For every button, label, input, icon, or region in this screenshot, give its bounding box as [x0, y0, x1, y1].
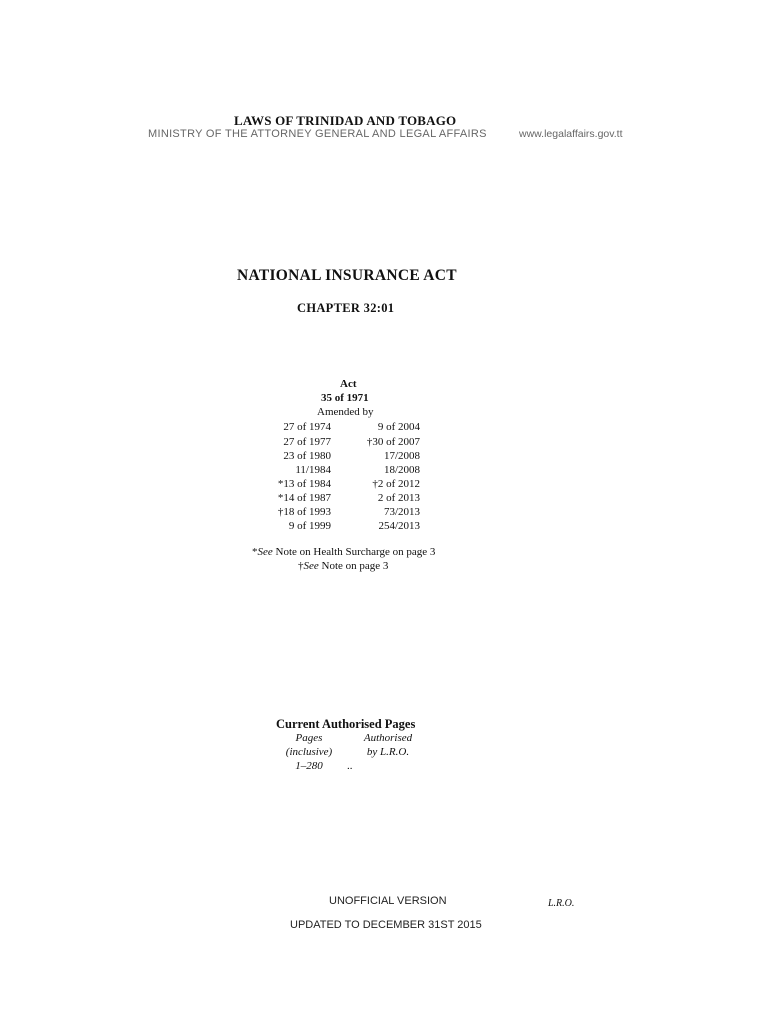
- amendment-row: [250, 492, 420, 506]
- authorised-pages-row: [270, 760, 430, 774]
- amendment-left: 27 of 1974: [283, 421, 331, 433]
- act-number: 35 of 1971: [321, 392, 369, 404]
- amended-by-label: Amended by: [317, 406, 374, 418]
- header-url: www.legalaffairs.gov.tt: [519, 128, 623, 140]
- amendment-left: †18 of 1993: [277, 506, 331, 518]
- amendment-right: 9 of 2004: [377, 421, 420, 433]
- amendment-left: 11/1984: [295, 464, 331, 476]
- note-see: See: [257, 546, 273, 558]
- note-text: Note on Health Surcharge on page 3: [272, 546, 436, 558]
- authorised-pages-header-row: [270, 746, 430, 760]
- note-text: Note on page 3: [318, 560, 389, 572]
- amendment-row: [250, 464, 420, 478]
- note-marker: *: [252, 546, 258, 558]
- amendment-right: 73/2013: [383, 506, 420, 518]
- header-title: LAWS OF TRINIDAD AND TOBAGO: [234, 113, 457, 128]
- by-lro-header: by L.R.O.: [366, 746, 410, 758]
- header-ministry: MINISTRY OF THE ATTORNEY GENERAL AND LEGAL AFFAIRS: [148, 128, 487, 140]
- authorised-by-value: ..: [347, 760, 353, 772]
- act-title: NATIONAL INSURANCE ACT: [237, 267, 457, 284]
- unofficial-version-label: UNOFFICIAL VERSION: [329, 895, 447, 907]
- amendment-row: [250, 450, 420, 464]
- inclusive-header: (inclusive): [285, 746, 333, 758]
- amendment-row: [250, 421, 420, 435]
- amendment-left: 23 of 1980: [283, 450, 331, 462]
- amendment-right: †2 of 2012: [372, 478, 420, 490]
- amendment-row: [250, 520, 420, 534]
- amendment-right: 17/2008: [383, 450, 420, 462]
- act-label: Act: [340, 378, 357, 390]
- authorised-pages-title: Current Authorised Pages: [276, 717, 416, 731]
- chapter-number: CHAPTER 32:01: [297, 301, 395, 315]
- page-note: [298, 560, 388, 572]
- note-marker: †: [298, 560, 304, 572]
- amendment-row: [250, 436, 420, 450]
- pages-header: Pages: [295, 732, 323, 744]
- lro-label: L.R.O.: [548, 898, 575, 909]
- amendment-right: 18/2008: [383, 464, 420, 476]
- amendment-left: 9 of 1999: [288, 520, 331, 532]
- amendment-left: *14 of 1987: [277, 492, 331, 504]
- amendment-right: †30 of 2007: [366, 435, 420, 448]
- amendment-left: 27 of 1977: [283, 435, 331, 448]
- authorised-pages-header-row: [270, 732, 430, 746]
- amendment-right: 254/2013: [378, 520, 420, 532]
- amendment-row: [250, 478, 420, 492]
- note-see: See: [303, 560, 319, 572]
- page-range: 1–280: [295, 760, 323, 772]
- authorised-header: Authorised: [363, 732, 413, 744]
- amendment-row: [250, 506, 420, 520]
- amendment-right: 2 of 2013: [377, 492, 420, 504]
- health-surcharge-note: [252, 546, 435, 558]
- amendment-left: *13 of 1984: [277, 478, 331, 490]
- updated-date-label: UPDATED TO DECEMBER 31ST 2015: [290, 919, 482, 931]
